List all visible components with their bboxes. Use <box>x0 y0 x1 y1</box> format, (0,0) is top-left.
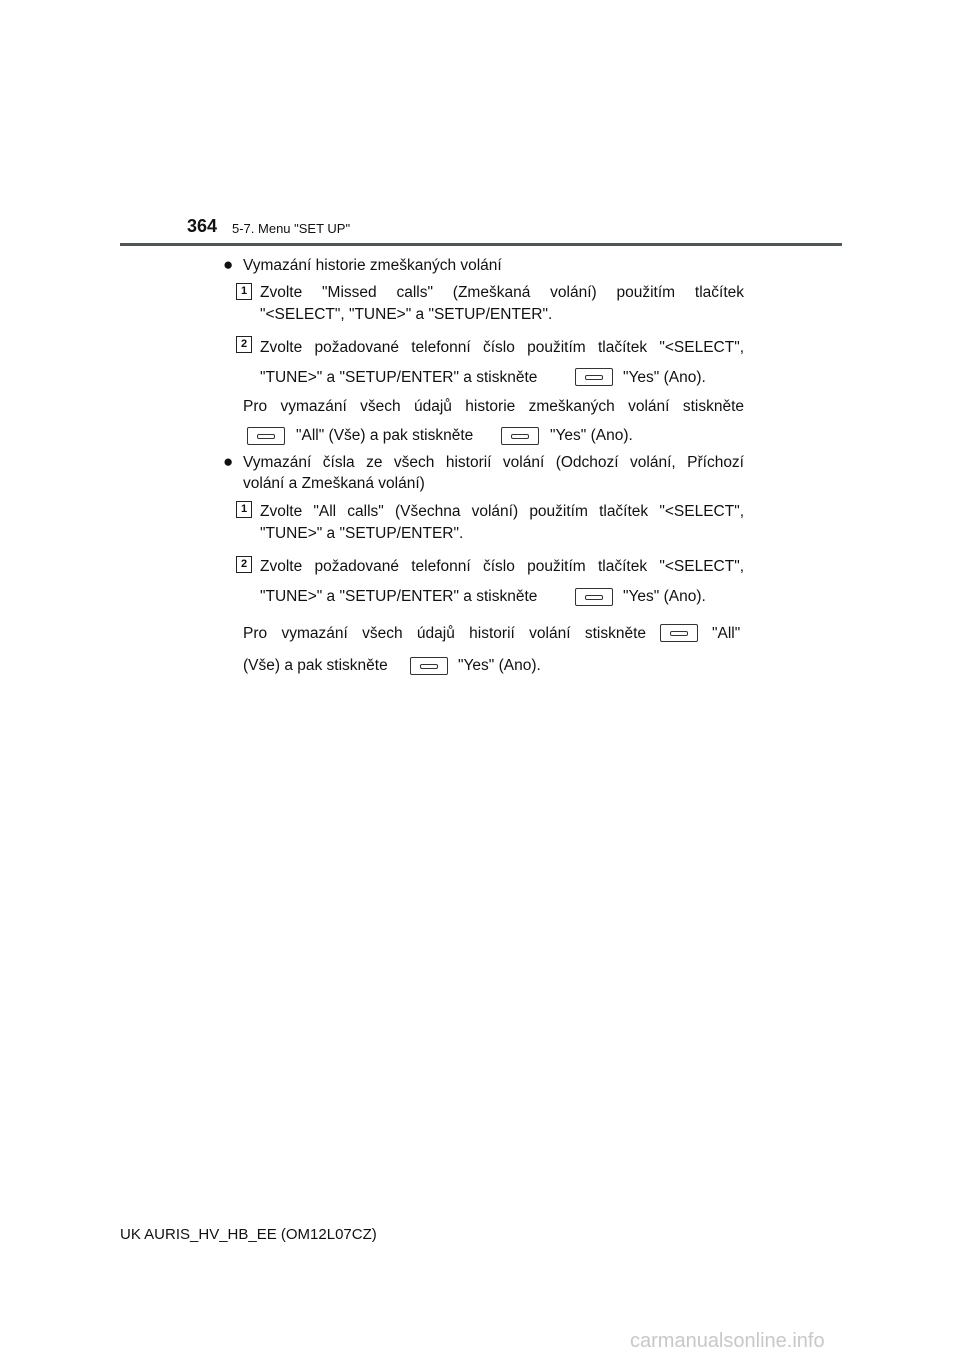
touch-button-icon <box>410 657 448 675</box>
section1-note-line1: Pro vymazání všech údajů historie zmeškaných volání stiskněte <box>243 398 744 415</box>
section2-step2-line2: "TUNE>" a "SETUP/ENTER" a stiskněte <box>260 588 538 605</box>
bullet-icon: ● <box>223 255 234 274</box>
section2-step1-line1: Zvolte "All calls" (Všechna volání) použitím tlačítek "<SELECT", <box>260 503 744 520</box>
section2-note-all: "All" <box>712 625 741 642</box>
section1-note-line2b: "Yes" (Ano). <box>550 427 633 444</box>
section2-step2-line1: Zvolte požadované telefonní číslo použitím tlačítek "<SELECT", <box>260 558 744 575</box>
section1-step1-line2: "<SELECT", "TUNE>" a "SETUP/ENTER". <box>260 306 553 323</box>
watermark: carmanualsonline.info <box>630 1330 825 1352</box>
touch-button-icon <box>660 624 698 642</box>
section1-heading: Vymazání historie zmeškaných volání <box>243 257 502 274</box>
section1-note-line2a: "All" (Vše) a pak stiskněte <box>296 427 474 444</box>
header-rule <box>120 243 842 246</box>
step-number-icon: 2 <box>236 556 252 573</box>
section2-step1-line2: "TUNE>" a "SETUP/ENTER". <box>260 525 464 542</box>
section2-note-line1: Pro vymazání všech údajů historií volání stiskněte <box>243 625 646 642</box>
section1-step2-yes: "Yes" (Ano). <box>623 369 706 386</box>
section2-heading-line2: volání a Zmeškaná volání) <box>243 475 425 492</box>
step-number-icon: 1 <box>236 283 252 300</box>
step-number-icon: 1 <box>236 501 252 518</box>
section2-note-line2b: "Yes" (Ano). <box>458 657 541 674</box>
bullet-icon: ● <box>223 452 234 471</box>
section2-note-line2a: (Vše) a pak stiskněte <box>243 657 388 674</box>
touch-button-icon <box>575 368 613 386</box>
section1-step2-line1: Zvolte požadované telefonní číslo použitím tlačítek "<SELECT", <box>260 339 744 356</box>
section2-step2-yes: "Yes" (Ano). <box>623 588 706 605</box>
section-title: 5-7. Menu "SET UP" <box>232 221 351 236</box>
section1-step1-line1: Zvolte "Missed calls" (Zmeškaná volání) použitím tlačítek <box>260 284 744 301</box>
touch-button-icon <box>247 427 285 445</box>
step-number-icon: 2 <box>236 336 252 353</box>
touch-button-icon <box>575 588 613 606</box>
touch-button-icon <box>501 427 539 445</box>
section2-heading-line1: Vymazání čísla ze všech historií volání (Odchozí volání, Příchozí <box>243 454 744 471</box>
footer-model-code: UK AURIS_HV_HB_EE (OM12L07CZ) <box>120 1226 377 1243</box>
section1-step2-line2: "TUNE>" a "SETUP/ENTER" a stiskněte <box>260 369 538 386</box>
page-number: 364 <box>187 216 218 236</box>
